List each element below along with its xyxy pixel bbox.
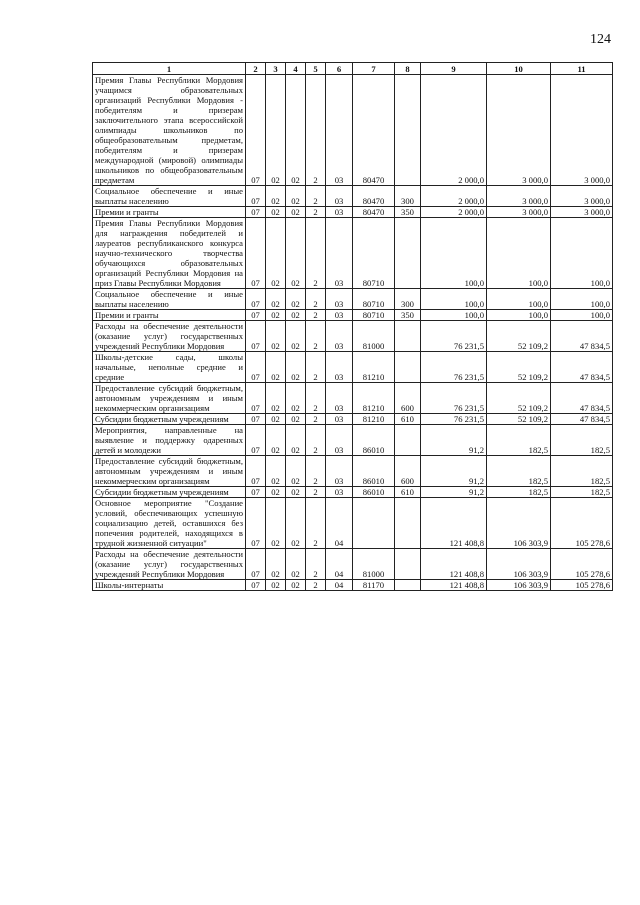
amount-cell: 121 408,8 bbox=[421, 498, 487, 549]
amount-cell: 47 834,5 bbox=[551, 321, 613, 352]
code-cell: 80470 bbox=[353, 186, 395, 207]
amount-cell: 105 278,6 bbox=[551, 580, 613, 591]
code-cell: 02 bbox=[266, 498, 286, 549]
code-cell: 03 bbox=[326, 75, 353, 186]
table-row bbox=[93, 414, 613, 425]
code-cell: 86010 bbox=[353, 425, 395, 456]
code-cell: 300 bbox=[395, 186, 421, 207]
code-cell: 02 bbox=[286, 310, 306, 321]
row-name: Основное мероприятие "Создание условий, обеспечивающих успешную социализацию детей, оставшихся без попечения родителей, находящихся в трудной жизненной ситуации" bbox=[93, 498, 246, 549]
amount-cell: 52 109,2 bbox=[487, 352, 551, 383]
amount-cell: 2 000,0 bbox=[421, 207, 487, 218]
code-cell: 07 bbox=[246, 456, 266, 487]
header-cell: 8 bbox=[395, 63, 421, 75]
amount-cell: 91,2 bbox=[421, 425, 487, 456]
code-cell: 02 bbox=[266, 456, 286, 487]
code-cell: 2 bbox=[306, 352, 326, 383]
code-cell: 02 bbox=[286, 75, 306, 186]
code-cell: 350 bbox=[395, 310, 421, 321]
amount-cell: 105 278,6 bbox=[551, 549, 613, 580]
code-cell: 02 bbox=[266, 186, 286, 207]
code-cell: 07 bbox=[246, 580, 266, 591]
code-cell: 07 bbox=[246, 186, 266, 207]
code-cell: 03 bbox=[326, 310, 353, 321]
code-cell: 02 bbox=[266, 352, 286, 383]
code-cell: 02 bbox=[286, 321, 306, 352]
code-cell: 02 bbox=[266, 425, 286, 456]
code-cell: 600 bbox=[395, 456, 421, 487]
code-cell: 86010 bbox=[353, 487, 395, 498]
amount-cell: 47 834,5 bbox=[551, 383, 613, 414]
amount-cell: 52 109,2 bbox=[487, 321, 551, 352]
code-cell: 07 bbox=[246, 218, 266, 289]
code-cell: 02 bbox=[266, 383, 286, 414]
code-cell: 81000 bbox=[353, 321, 395, 352]
code-cell bbox=[395, 549, 421, 580]
amount-cell: 91,2 bbox=[421, 456, 487, 487]
table-row bbox=[93, 425, 613, 456]
header-cell: 6 bbox=[326, 63, 353, 75]
code-cell: 02 bbox=[266, 487, 286, 498]
code-cell: 2 bbox=[306, 289, 326, 310]
amount-cell: 3 000,0 bbox=[487, 207, 551, 218]
amount-cell: 3 000,0 bbox=[487, 75, 551, 186]
code-cell bbox=[395, 218, 421, 289]
amount-cell: 182,5 bbox=[487, 456, 551, 487]
table-row bbox=[93, 289, 613, 310]
code-cell: 02 bbox=[266, 310, 286, 321]
code-cell: 02 bbox=[266, 207, 286, 218]
amount-cell: 52 109,2 bbox=[487, 383, 551, 414]
amount-cell: 76 231,5 bbox=[421, 383, 487, 414]
code-cell: 2 bbox=[306, 549, 326, 580]
row-name: Субсидии бюджетным учреждениям bbox=[93, 414, 246, 425]
code-cell: 02 bbox=[286, 498, 306, 549]
amount-cell: 106 303,9 bbox=[487, 549, 551, 580]
code-cell: 350 bbox=[395, 207, 421, 218]
code-cell: 02 bbox=[286, 207, 306, 218]
amount-cell: 100,0 bbox=[487, 310, 551, 321]
amount-cell: 100,0 bbox=[421, 218, 487, 289]
table-row bbox=[93, 456, 613, 487]
code-cell: 610 bbox=[395, 414, 421, 425]
code-cell: 81170 bbox=[353, 580, 395, 591]
amount-cell: 121 408,8 bbox=[421, 580, 487, 591]
code-cell: 03 bbox=[326, 383, 353, 414]
code-cell: 81210 bbox=[353, 414, 395, 425]
code-cell: 02 bbox=[286, 289, 306, 310]
code-cell: 02 bbox=[286, 425, 306, 456]
code-cell: 03 bbox=[326, 218, 353, 289]
code-cell: 02 bbox=[266, 218, 286, 289]
amount-cell: 182,5 bbox=[487, 487, 551, 498]
code-cell: 2 bbox=[306, 310, 326, 321]
row-name: Расходы на обеспечение деятельности (оказание услуг) государственных учреждений Республики Мордовия bbox=[93, 321, 246, 352]
code-cell: 07 bbox=[246, 321, 266, 352]
table-row bbox=[93, 310, 613, 321]
code-cell: 07 bbox=[246, 425, 266, 456]
code-cell bbox=[395, 580, 421, 591]
table-row bbox=[93, 383, 613, 414]
table-row bbox=[93, 186, 613, 207]
code-cell: 02 bbox=[286, 549, 306, 580]
table-row bbox=[93, 352, 613, 383]
page-number: 124 bbox=[590, 32, 611, 47]
table-row bbox=[93, 498, 613, 549]
code-cell bbox=[395, 498, 421, 549]
header-cell: 1 bbox=[93, 63, 246, 75]
code-cell bbox=[395, 321, 421, 352]
code-cell: 600 bbox=[395, 383, 421, 414]
amount-cell: 106 303,9 bbox=[487, 580, 551, 591]
amount-cell: 2 000,0 bbox=[421, 75, 487, 186]
code-cell: 81210 bbox=[353, 352, 395, 383]
code-cell: 02 bbox=[266, 580, 286, 591]
code-cell: 03 bbox=[326, 186, 353, 207]
header-cell: 2 bbox=[246, 63, 266, 75]
code-cell: 80710 bbox=[353, 289, 395, 310]
code-cell: 81210 bbox=[353, 383, 395, 414]
row-name: Премия Главы Республики Мордовия для награждения победителей и лауреатов республиканского конкурса научно-технического творчества обучающихся образовательных организаций Республики Мордовия на приз Главы Республики Мордовия bbox=[93, 218, 246, 289]
code-cell: 2 bbox=[306, 218, 326, 289]
amount-cell: 2 000,0 bbox=[421, 186, 487, 207]
amount-cell: 182,5 bbox=[551, 487, 613, 498]
amount-cell: 76 231,5 bbox=[421, 321, 487, 352]
amount-cell: 100,0 bbox=[487, 289, 551, 310]
amount-cell: 100,0 bbox=[551, 310, 613, 321]
code-cell: 86010 bbox=[353, 456, 395, 487]
row-name: Премия Главы Республики Мордовия учащимся образовательных организаций Республики Мордовия - победителям и призерам заключительного этапа всероссийской олимпиады школьников по общеобразовательным предметам, победителям и призерам международной (мировой) олимпиады школьников по общеобразовательным предметам bbox=[93, 75, 246, 186]
amount-cell: 3 000,0 bbox=[551, 186, 613, 207]
code-cell: 2 bbox=[306, 186, 326, 207]
table-row bbox=[93, 75, 613, 186]
amount-cell: 182,5 bbox=[487, 425, 551, 456]
code-cell: 03 bbox=[326, 207, 353, 218]
amount-cell: 121 408,8 bbox=[421, 549, 487, 580]
code-cell: 02 bbox=[286, 218, 306, 289]
row-name: Субсидии бюджетным учреждениям bbox=[93, 487, 246, 498]
table-row bbox=[93, 580, 613, 591]
code-cell: 03 bbox=[326, 414, 353, 425]
row-name: Школы-интернаты bbox=[93, 580, 246, 591]
table-row bbox=[93, 487, 613, 498]
code-cell: 04 bbox=[326, 549, 353, 580]
code-cell: 02 bbox=[266, 289, 286, 310]
row-name: Премии и гранты bbox=[93, 310, 246, 321]
code-cell bbox=[395, 352, 421, 383]
code-cell: 02 bbox=[266, 549, 286, 580]
code-cell: 02 bbox=[286, 352, 306, 383]
amount-cell: 100,0 bbox=[421, 289, 487, 310]
code-cell: 07 bbox=[246, 414, 266, 425]
code-cell: 07 bbox=[246, 549, 266, 580]
amount-cell: 47 834,5 bbox=[551, 352, 613, 383]
amount-cell: 182,5 bbox=[551, 456, 613, 487]
code-cell: 2 bbox=[306, 487, 326, 498]
code-cell: 02 bbox=[266, 414, 286, 425]
code-cell bbox=[395, 425, 421, 456]
row-name: Социальное обеспечение и иные выплаты населению bbox=[93, 289, 246, 310]
code-cell: 07 bbox=[246, 289, 266, 310]
code-cell: 02 bbox=[286, 580, 306, 591]
amount-cell: 100,0 bbox=[487, 218, 551, 289]
code-cell: 81000 bbox=[353, 549, 395, 580]
code-cell: 02 bbox=[286, 456, 306, 487]
amount-cell: 182,5 bbox=[551, 425, 613, 456]
header-cell: 11 bbox=[551, 63, 613, 75]
table-row bbox=[93, 218, 613, 289]
code-cell: 80710 bbox=[353, 310, 395, 321]
code-cell: 04 bbox=[326, 580, 353, 591]
header-cell: 10 bbox=[487, 63, 551, 75]
amount-cell: 52 109,2 bbox=[487, 414, 551, 425]
code-cell bbox=[353, 498, 395, 549]
code-cell: 02 bbox=[286, 383, 306, 414]
code-cell: 03 bbox=[326, 487, 353, 498]
code-cell: 2 bbox=[306, 580, 326, 591]
code-cell: 02 bbox=[286, 186, 306, 207]
budget-table bbox=[92, 62, 613, 591]
amount-cell: 47 834,5 bbox=[551, 414, 613, 425]
amount-cell: 106 303,9 bbox=[487, 498, 551, 549]
code-cell bbox=[395, 75, 421, 186]
amount-cell: 91,2 bbox=[421, 487, 487, 498]
code-cell: 2 bbox=[306, 425, 326, 456]
code-cell: 02 bbox=[286, 414, 306, 425]
code-cell: 07 bbox=[246, 352, 266, 383]
amount-cell: 3 000,0 bbox=[551, 207, 613, 218]
amount-cell: 3 000,0 bbox=[487, 186, 551, 207]
row-name: Социальное обеспечение и иные выплаты населению bbox=[93, 186, 246, 207]
row-name: Школы-детские сады, школы начальные, неполные средние и средние bbox=[93, 352, 246, 383]
amount-cell: 105 278,6 bbox=[551, 498, 613, 549]
header-cell: 4 bbox=[286, 63, 306, 75]
code-cell: 03 bbox=[326, 352, 353, 383]
code-cell: 04 bbox=[326, 498, 353, 549]
code-cell: 2 bbox=[306, 207, 326, 218]
code-cell: 2 bbox=[306, 498, 326, 549]
code-cell: 610 bbox=[395, 487, 421, 498]
code-cell: 300 bbox=[395, 289, 421, 310]
code-cell: 07 bbox=[246, 207, 266, 218]
code-cell: 07 bbox=[246, 310, 266, 321]
amount-cell: 76 231,5 bbox=[421, 414, 487, 425]
code-cell: 02 bbox=[266, 321, 286, 352]
code-cell: 80470 bbox=[353, 75, 395, 186]
code-cell: 03 bbox=[326, 321, 353, 352]
code-cell: 02 bbox=[266, 75, 286, 186]
code-cell: 80710 bbox=[353, 218, 395, 289]
code-cell: 2 bbox=[306, 414, 326, 425]
table-row bbox=[93, 321, 613, 352]
header-cell: 3 bbox=[266, 63, 286, 75]
amount-cell: 100,0 bbox=[551, 289, 613, 310]
code-cell: 07 bbox=[246, 75, 266, 186]
row-name: Предоставление субсидий бюджетным, автономным учреждениям и иным некоммерческим организациям bbox=[93, 383, 246, 414]
table-row bbox=[93, 207, 613, 218]
amount-cell: 3 000,0 bbox=[551, 75, 613, 186]
code-cell: 02 bbox=[286, 487, 306, 498]
header-cell: 7 bbox=[353, 63, 395, 75]
amount-cell: 100,0 bbox=[421, 310, 487, 321]
code-cell: 2 bbox=[306, 75, 326, 186]
header-cell: 5 bbox=[306, 63, 326, 75]
code-cell: 07 bbox=[246, 498, 266, 549]
amount-cell: 100,0 bbox=[551, 218, 613, 289]
row-name: Предоставление субсидий бюджетным, автономным учреждениям и иным некоммерческим организациям bbox=[93, 456, 246, 487]
code-cell: 03 bbox=[326, 456, 353, 487]
code-cell: 07 bbox=[246, 487, 266, 498]
table-row bbox=[93, 549, 613, 580]
code-cell: 2 bbox=[306, 321, 326, 352]
code-cell: 80470 bbox=[353, 207, 395, 218]
code-cell: 03 bbox=[326, 289, 353, 310]
code-cell: 07 bbox=[246, 383, 266, 414]
header-cell: 9 bbox=[421, 63, 487, 75]
row-name: Премии и гранты bbox=[93, 207, 246, 218]
row-name: Расходы на обеспечение деятельности (оказание услуг) государственных учреждений Республики Мордовия bbox=[93, 549, 246, 580]
header-row bbox=[93, 63, 613, 75]
code-cell: 03 bbox=[326, 425, 353, 456]
row-name: Мероприятия, направленные на выявление и поддержку одаренных детей и молодежи bbox=[93, 425, 246, 456]
code-cell: 2 bbox=[306, 383, 326, 414]
code-cell: 2 bbox=[306, 456, 326, 487]
amount-cell: 76 231,5 bbox=[421, 352, 487, 383]
